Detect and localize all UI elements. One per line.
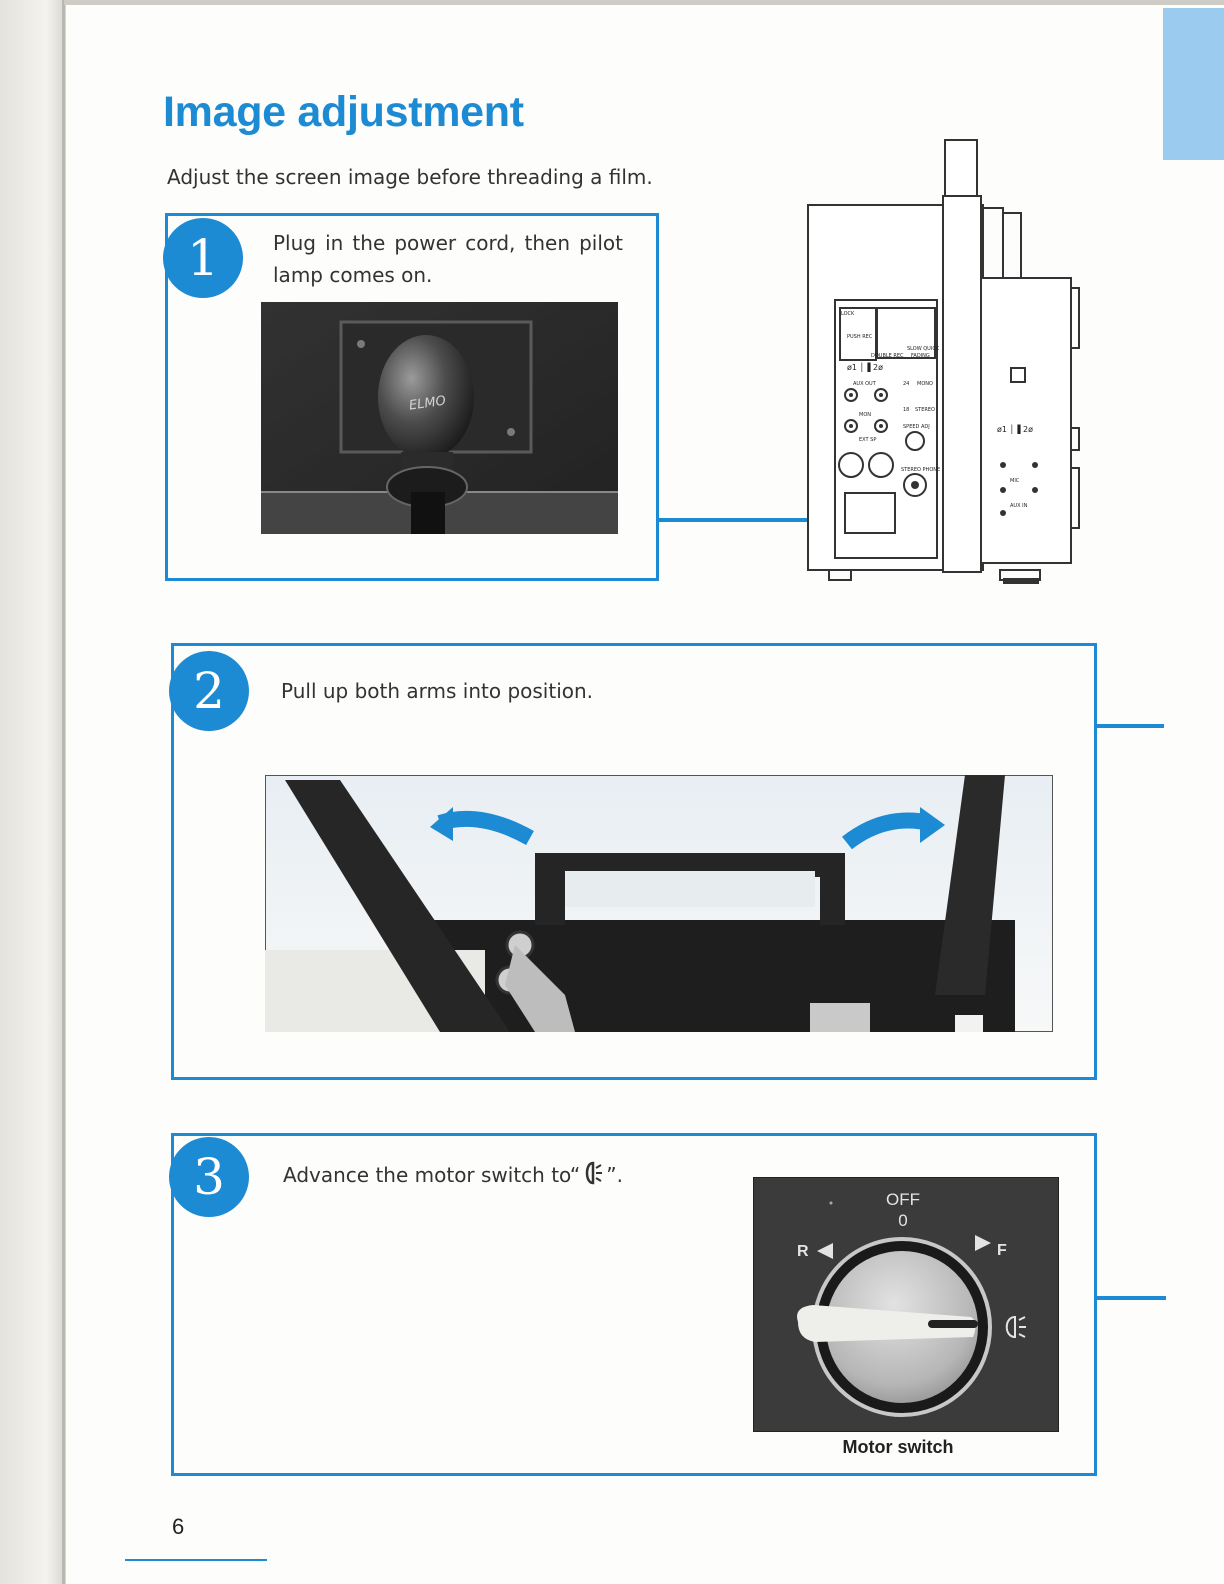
step-1-number: 1 xyxy=(163,218,243,298)
motor-switch-caption: Motor switch xyxy=(842,1437,954,1457)
stereo-label: STEREO xyxy=(915,407,935,413)
power-cord-photo xyxy=(261,302,618,534)
section-tab xyxy=(1163,8,1224,160)
step-2-number: 2 xyxy=(169,651,249,731)
step-3-leader-line xyxy=(1095,1296,1166,1300)
switch-reverse-label: R xyxy=(797,1243,809,1260)
footer-rule xyxy=(125,1559,267,1561)
slow-quick-label: SLOW QUICK xyxy=(907,346,940,352)
arms-photo xyxy=(265,775,1053,1032)
lock-label: LOCK xyxy=(841,311,855,317)
step-3-text-end: ”. xyxy=(606,1163,623,1187)
fading-label: FADING xyxy=(911,353,930,359)
page-title: Image adjustment xyxy=(163,88,524,136)
page-binding xyxy=(0,0,66,1584)
speed-adj-label: SPEED ADJ xyxy=(903,424,930,430)
mic-label: MIC xyxy=(1010,478,1020,484)
fps-18-label: 18 xyxy=(903,407,910,413)
step-3-text-start: Advance the motor switch to“ xyxy=(283,1163,581,1187)
step-2-text: Pull up both arms into position. xyxy=(281,679,594,703)
track-label-side: ø1 │▐ 2ø xyxy=(997,425,1034,434)
ext-sp-label: EXT SP xyxy=(859,437,877,443)
intro-text: Adjust the screen image before threading a film. xyxy=(167,165,653,189)
page-top-edge xyxy=(64,0,1224,5)
step-3-text xyxy=(283,1159,623,1195)
mon-label: MON xyxy=(859,412,871,418)
aux-out-label: AUX OUT xyxy=(853,381,876,387)
step-3-number: 3 xyxy=(169,1137,249,1217)
switch-forward-label: F xyxy=(997,1242,1007,1259)
aux-in-label: AUX IN xyxy=(1010,503,1028,509)
elmo-brand-text: ELMO xyxy=(408,393,447,414)
lamp-symbol-icon xyxy=(581,1160,605,1195)
page-number: 6 xyxy=(172,1514,185,1539)
track-label-panel: ø1 │▐ 2ø xyxy=(847,363,884,372)
mono-label: MONO xyxy=(917,381,933,387)
step-2-leader-line xyxy=(1095,724,1164,728)
push-rec-label: PUSH REC xyxy=(847,334,873,340)
fps-24-label: 24 xyxy=(903,381,910,387)
switch-zero-label: 0 xyxy=(898,1211,908,1230)
switch-off-label: OFF xyxy=(886,1190,920,1209)
double-rec-label: DOUBLE REC xyxy=(871,353,904,359)
step-1-text: Plug in the power cord, then pilot lamp comes on. xyxy=(273,231,623,287)
binding-edge xyxy=(62,0,65,1584)
motor-switch-photo xyxy=(753,1177,1059,1432)
projector-side-diagram xyxy=(805,138,1080,588)
stereo-phone-label: STEREO PHONE xyxy=(901,467,941,473)
